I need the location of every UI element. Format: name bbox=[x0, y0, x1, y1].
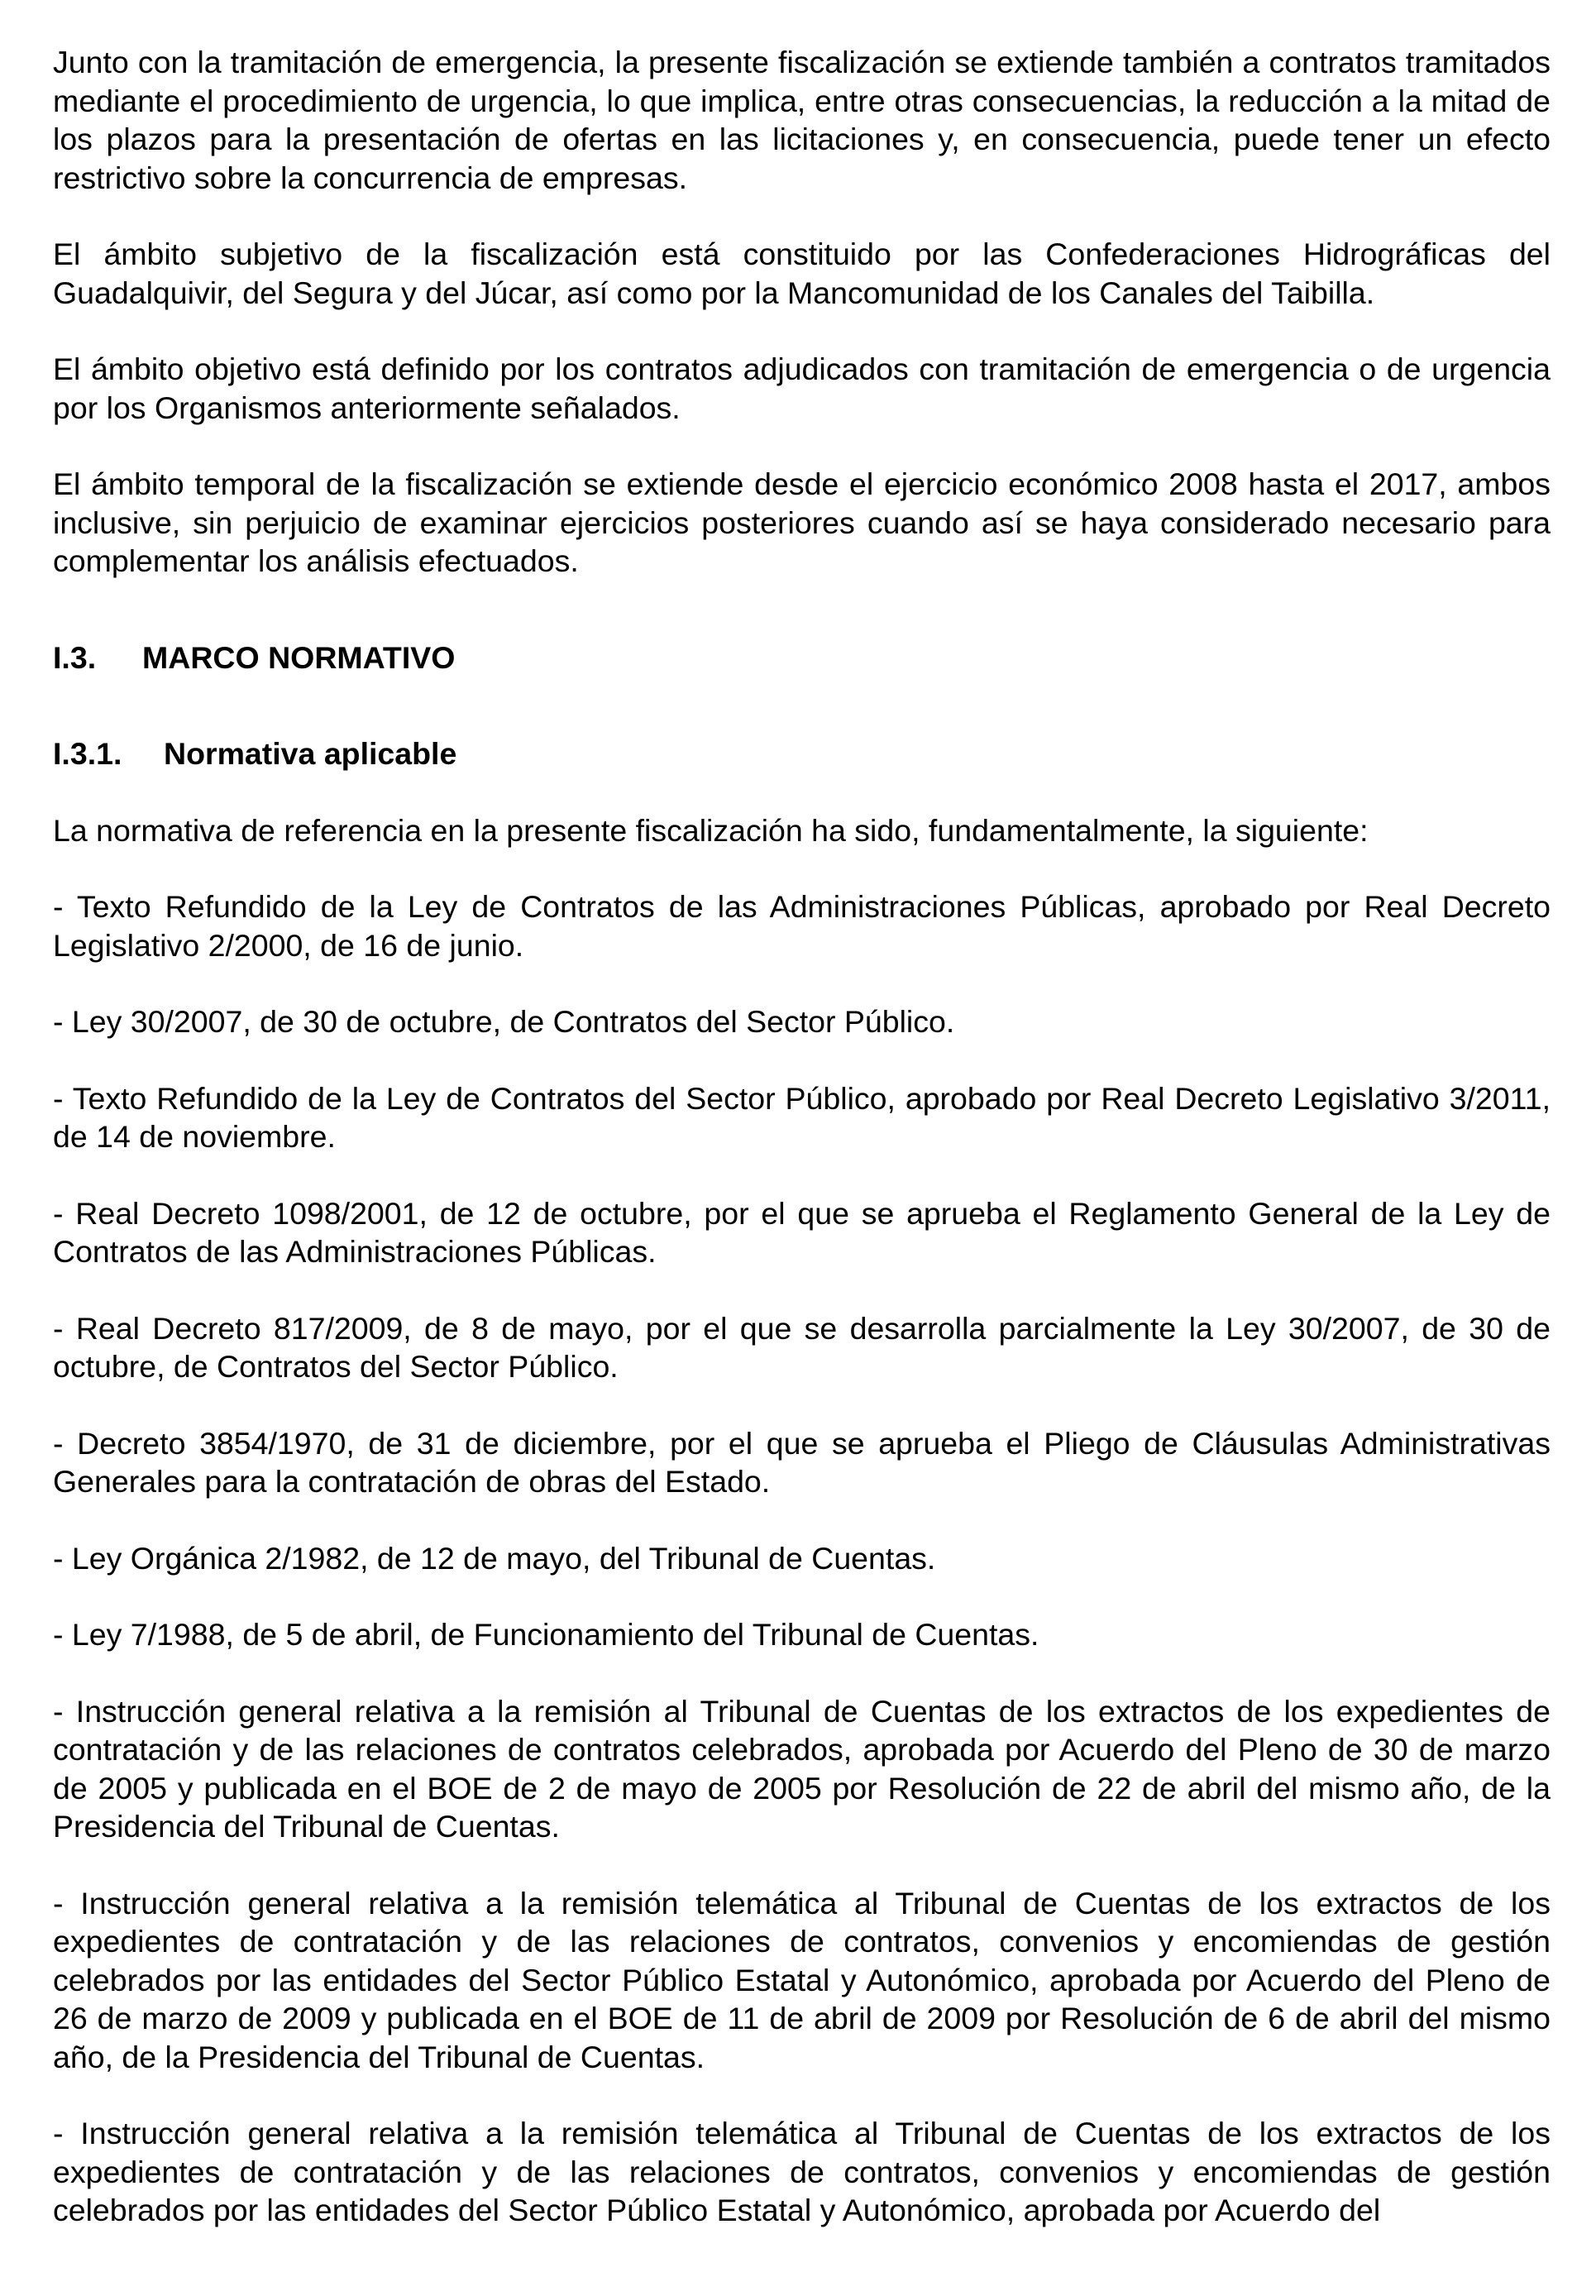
normativa-item: - Ley 7/1988, de 5 de abril, de Funcionamiento del Tribunal de Cuentas. bbox=[53, 1617, 1039, 1652]
normativa-intro: La normativa de referencia en la presente fiscalización ha sido, fundamentalmente, la siguiente: bbox=[53, 812, 1369, 848]
normativa-item: - Ley 30/2007, de 30 de octubre, de Contratos del Sector Público. bbox=[53, 1004, 955, 1039]
subsection-number: I.3.1. bbox=[53, 736, 122, 771]
subsection-heading bbox=[53, 734, 1551, 773]
normativa-item: - Texto Refundido de la Ley de Contratos del Sector Público, aprobado por Real Decreto Legislativo 3/2011, de 14 de noviembre. bbox=[53, 1080, 1551, 1154]
section-title: MARCO NORMATIVO bbox=[142, 639, 456, 675]
normativa-item: - Real Decreto 817/2009, de 8 de mayo, por el que se desarrolla parcialmente la Ley 30/2007, de 30 de octubre, de Contratos del Sector Público. bbox=[53, 1310, 1551, 1384]
normativa-item: - Decreto 3854/1970, de 31 de diciembre, por el que se aprueba el Pliego de Cláusulas Administrativas Generales para la contratación de obras del Estado. bbox=[53, 1425, 1551, 1499]
paragraph-ambito-temporal: El ámbito temporal de la fiscalización se extiende desde el ejercicio económico 2008 hasta el 2017, ambos inclusive, sin perjuicio de examinar ejercicios posteriores cuando así se haya considerado necesario para complementar los análisis efectuados. bbox=[53, 466, 1551, 578]
section-heading bbox=[53, 639, 1551, 677]
paragraph-ambito-subjetivo: El ámbito subjetivo de la fiscalización está constituido por las Confederaciones Hidrográficas del Guadalquivir, del Segura y del Júcar, así como por la Mancomunidad de los Canales del Taibilla. bbox=[53, 237, 1551, 310]
subsection-title: Normativa aplicable bbox=[164, 736, 457, 771]
paragraph-ambito-objetivo: El ámbito objetivo está definido por los contratos adjudicados con tramitación de emergencia o de urgencia por los Organismos anteriormente señalados. bbox=[53, 352, 1551, 425]
normativa-item: - Instrucción general relativa a la remisión telemática al Tribunal de Cuentas de los extractos de los expedientes de contratación y de las relaciones de contratos, convenios y encomiendas de gestión celebrados por las entidades del Sector Público Estatal y Autonómico, aprobada por Acuerdo del Pleno de 26 de marzo de 2009 y publicada en el BOE de 11 de abril de 2009 por Resolución de 6 de abril del mismo año, de la Presidencia del Tribunal de Cuentas. bbox=[53, 1885, 1551, 2074]
normativa-item: - Texto Refundido de la Ley de Contratos de las Administraciones Públicas, aprobado por Real Decreto Legislativo 2/2000, de 16 de junio. bbox=[53, 889, 1551, 963]
normativa-item: - Instrucción general relativa a la remisión al Tribunal de Cuentas de los extractos de los expedientes de contratación y de las relaciones de contratos celebrados, aprobada por Acuerdo del Pleno de 30 de marzo de 2005 y publicada en el BOE de 2 de mayo de 2005 por Resolución de 22 de abril del mismo año, de la Presidencia del Tribunal de Cuentas. bbox=[53, 1693, 1551, 1844]
normativa-item: - Ley Orgánica 2/1982, de 12 de mayo, del Tribunal de Cuentas. bbox=[53, 1540, 936, 1576]
paragraph-urgencia: Junto con la tramitación de emergencia, la presente fiscalización se extiende también a contratos tramitados mediante el procedimiento de urgencia, lo que implica, entre otras consecuencias, la reducción a la mitad de los plazos para la presentación de ofertas en las licitaciones y, en consecuencia, puede tener un efecto restrictivo sobre la concurrencia de empresas. bbox=[53, 45, 1551, 195]
normativa-item: - Real Decreto 1098/2001, de 12 de octubre, por el que se aprueba el Reglamento General de la Ley de Contratos de las Administraciones Públicas. bbox=[53, 1195, 1551, 1269]
normativa-item: - Instrucción general relativa a la remisión telemática al Tribunal de Cuentas de los extractos de los expedientes de contratación y de las relaciones de contratos, convenios y encomiendas de gestión celebrados por las entidades del Sector Público Estatal y Autonómico, aprobada por Acuerdo del bbox=[53, 2116, 1551, 2227]
section-number: I.3. bbox=[53, 639, 97, 675]
